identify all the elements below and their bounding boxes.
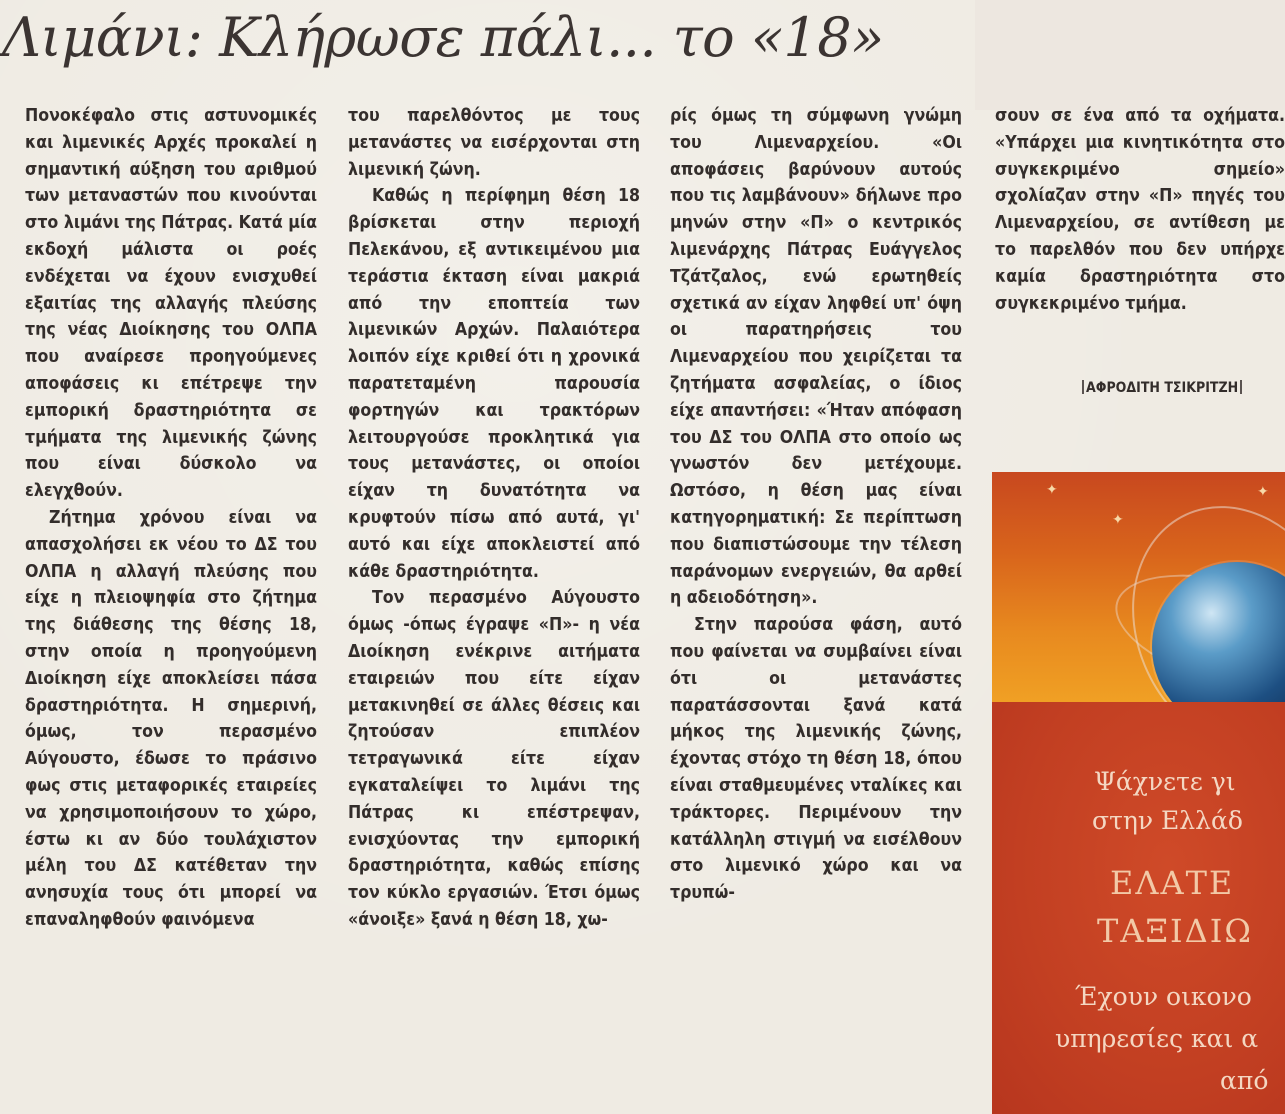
bleed-through-area (975, 0, 1285, 110)
article-column-2 (348, 103, 640, 934)
sparkle-icon: ✦ (1112, 512, 1124, 528)
byline-bar-right (1240, 380, 1242, 394)
article-column-3 (670, 103, 962, 907)
paragraph: Ζήτημα χρόνου είναι να απασχολήσει εκ νέου το ΔΣ του ΟΛΠΑ η αλλαγή πλεύσης που είχε η πλειοψηφία στο ζήτημα της διάθεσης της θέσης 18, στην οποία η προηγούμενη Διοίκηση είχε αποκλείσει πάσα δραστηριότητα. Η σημερινή, όμως, τον περασμένο Αύγουστο, έδωσε το πράσινο φως στις μεταφορικές εταιρείες να χρησιμοποιήσουν το χώρο, έστω κι αν δύο τουλάχιστον μέλη του ΔΣ κατέθεταν την ανησυχία τους ότι μπορεί να επαναληφθούν φαινόμενα (25, 507, 317, 930)
ad-line: ΤΑΞΙΔΙΩ (1097, 912, 1253, 950)
byline-text: ΑΦΡΟΔΙΤΗ ΤΣΙΚΡΙΤΖΗ (1086, 380, 1239, 396)
ad-line: ΕΛΑΤΕ (1110, 864, 1235, 902)
paragraph: Στην παρούσα φάση, αυτό που φαίνεται να συμβαίνει είναι ότι οι μετανάστες παρατάσσονται ξανά κατά μήκος της λιμενικής ζώνης, έχοντας στόχο τη θέση 18, όπου είναι σταθμευμένες νταλίκες και τράκτορες. Περιμένουν την κατάλληλη στιγμή να εισέλθουν στο λιμενικό χώρο και να τρυπώ- (670, 615, 962, 904)
article-column-4 (995, 103, 1285, 317)
advertisement (992, 472, 1285, 1114)
sparkle-icon: ✦ (1257, 484, 1269, 500)
ad-line: Έχουν οικονο (1075, 982, 1252, 1011)
ad-line: από (1220, 1066, 1269, 1095)
paragraph: σουν σε ένα από τα οχήματα. «Υπάρχει μια κινητικότητα στο συγκεκριμένο σημείο» σχολίαζαν στην «Π» πηγές του Λιμεναρχείου, σε αντίθεση με το παρελθόν που δεν υπήρχε καμία δραστηριότητα στο συγκεκριμένο τμήμα. (995, 106, 1285, 314)
article-column-1 (25, 103, 317, 934)
byline-bar-left (1082, 380, 1084, 394)
paragraph: Πονοκέφαλο στις αστυνομικές και λιμενικές Αρχές προκαλεί η σημαντική αύξηση του αριθμού των μεταναστών που κινούνται στο λιμάνι της Πάτρας. Κατά μία εκδοχή μάλιστα οι ροές ενδέχεται να έχουν ενισχυθεί εξαιτίας της αλλαγής πλεύσης της νέας Διοίκησης του ΟΛΠΑ που αναίρεσε προηγούμενες αποφάσεις κι επέτρεψε την εμπορική δραστηριότητα σε τμήματα της λιμενικής ζώνης που είναι δύσκολο να ελεγχθούν. (25, 106, 317, 502)
ad-line: στην Ελλάδ (1092, 806, 1243, 835)
author-byline (1080, 380, 1244, 396)
paragraph: ρίς όμως τη σύμφωνη γνώμη του Λιμεναρχείου. «Οι αποφάσεις βαρύνουν αυτούς που τις λαμβάνουν» δήλωνε προ μηνών στην «Π» ο κεντρικός λιμενάρχης Πάτρας Ευάγγελος Τζάτζαλος, ενώ ερωτηθείς σχετικά αν είχαν ληφθεί υπ' όψη οι παρατηρήσεις του Λιμεναρχείου που χειρίζεται τα ζητήματα ασφαλείας, ο ίδιος είχε απαντήσει: «Ήταν απόφαση του ΔΣ του ΟΛΠΑ στο οποίο ως γνωστόν δεν μετέχουμε. Ωστόσο, η θέση μας είναι κατηγορηματική: Σε περίπτωση που διαπιστώσουμε την τέλεση παράνομων ενεργειών, θα αρθεί η αδειοδότηση». (670, 106, 962, 609)
article-headline: Λιμάνι: Κλήρωσε πάλι... το «18» (2, 6, 884, 69)
ad-line: υπηρεσίες και α (1055, 1024, 1259, 1053)
paragraph: του παρελθόντος με τους μετανάστες να εισέρχονται στη λιμενική ζώνη. (348, 106, 640, 180)
paragraph: Καθώς η περίφημη θέση 18 βρίσκεται στην περιοχή Πελεκάνου, εξ αντικειμένου μια τεράστια έκταση είναι μακριά από την εποπτεία των λιμενικών Αρχών. Παλαιότερα λοιπόν είχε κριθεί ότι η χρονικά παρατεταμένη παρουσία φορτηγών και τρακτόρων λειτουργούσε προκλητικά για τους μετανάστες, οι οποίοι είχαν τη δυνατότητα να κρυφτούν πίσω από αυτά, γι' αυτό και είχε αποκλειστεί από κάθε δραστηριότητα. (348, 186, 640, 582)
sparkle-icon: ✦ (1046, 482, 1058, 498)
paragraph: Τον περασμένο Αύγουστο όμως -όπως έγραψε «Π»- η νέα Διοίκηση ενέκρινε αιτήματα εταιρειών που είτε είχαν μετακινηθεί σε άλλες θέσεις και ζητούσαν επιπλέον τετραγωνικά είτε είχαν εγκαταλείψει το λιμάνι της Πάτρας κι επέστρεψαν, ενισχύοντας την εμπορική δραστηριότητα, καθώς επίσης τον κύκλο εργασιών. Έτσι όμως «άνοιξε» ξανά η θέση 18, χω- (348, 588, 640, 930)
ad-line: Ψάχνετε γι (1094, 767, 1236, 796)
